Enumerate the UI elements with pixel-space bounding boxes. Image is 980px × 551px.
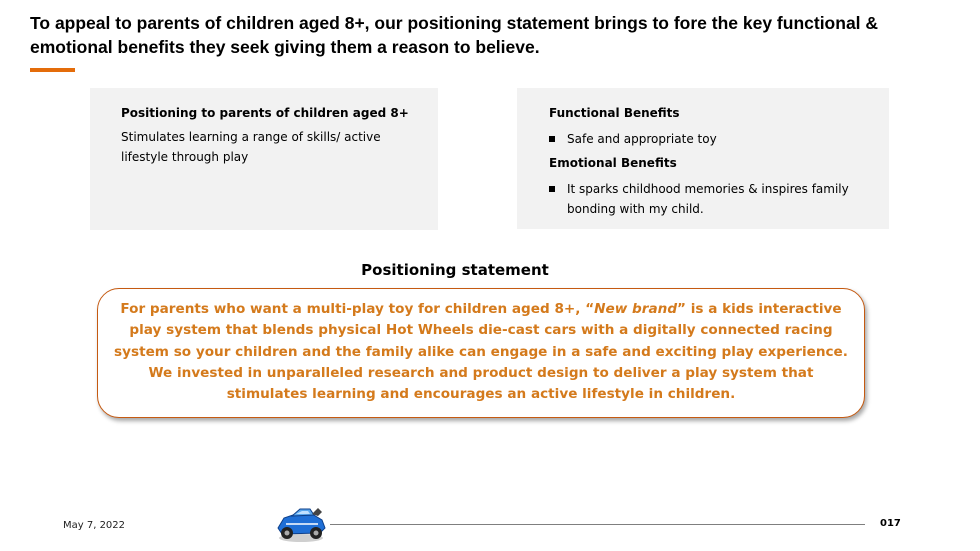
benefits-box [517, 88, 889, 229]
emotional-benefit-item [549, 179, 879, 219]
emotional-benefit-text: It sparks childhood memories & inspires family bonding with my child. [567, 182, 849, 216]
footer-divider [330, 524, 865, 525]
positioning-statement-box [97, 288, 865, 418]
footer-date: May 7, 2022 [63, 520, 126, 531]
statement-part-1: For parents who want a multi-play toy for children aged 8+, “ [120, 301, 595, 317]
statement-part-2: ” is a kids interactive play system that blends physical Hot Wheels die-cast cars with a digitally connected racing system so your children and the family alike can engage in a safe and exciting play experience. We invested in unparalleled research and product design to deliver a play system that stimulates learning and encourages an active lifestyle in children. [114, 301, 848, 403]
square-bullet-icon [549, 136, 555, 142]
functional-benefit-text: Safe and appropriate toy [567, 132, 717, 146]
accent-bar [30, 68, 75, 72]
statement-brand: New brand [594, 301, 678, 317]
functional-benefits-heading: Functional Benefits [549, 106, 680, 120]
positioning-box [90, 88, 438, 230]
positioning-statement-title: Positioning statement [361, 261, 549, 279]
positioning-statement-text [108, 299, 854, 405]
page-number: 017 [880, 518, 901, 529]
benefits-content [549, 105, 879, 225]
square-bullet-icon [549, 186, 555, 192]
functional-benefit-item [549, 129, 879, 149]
positioning-heading: Positioning to parents of children aged 8+ [121, 106, 409, 120]
emotional-benefits-heading: Emotional Benefits [549, 156, 677, 170]
slide-headline: To appeal to parents of children aged 8+, our positioning statement brings to fore the key functional & emotional benefits they seek giving them a reason to believe. [30, 13, 879, 57]
positioning-text: Stimulates learning a range of skills/ active lifestyle through play [121, 130, 381, 164]
blue-race-car-icon [272, 502, 330, 544]
